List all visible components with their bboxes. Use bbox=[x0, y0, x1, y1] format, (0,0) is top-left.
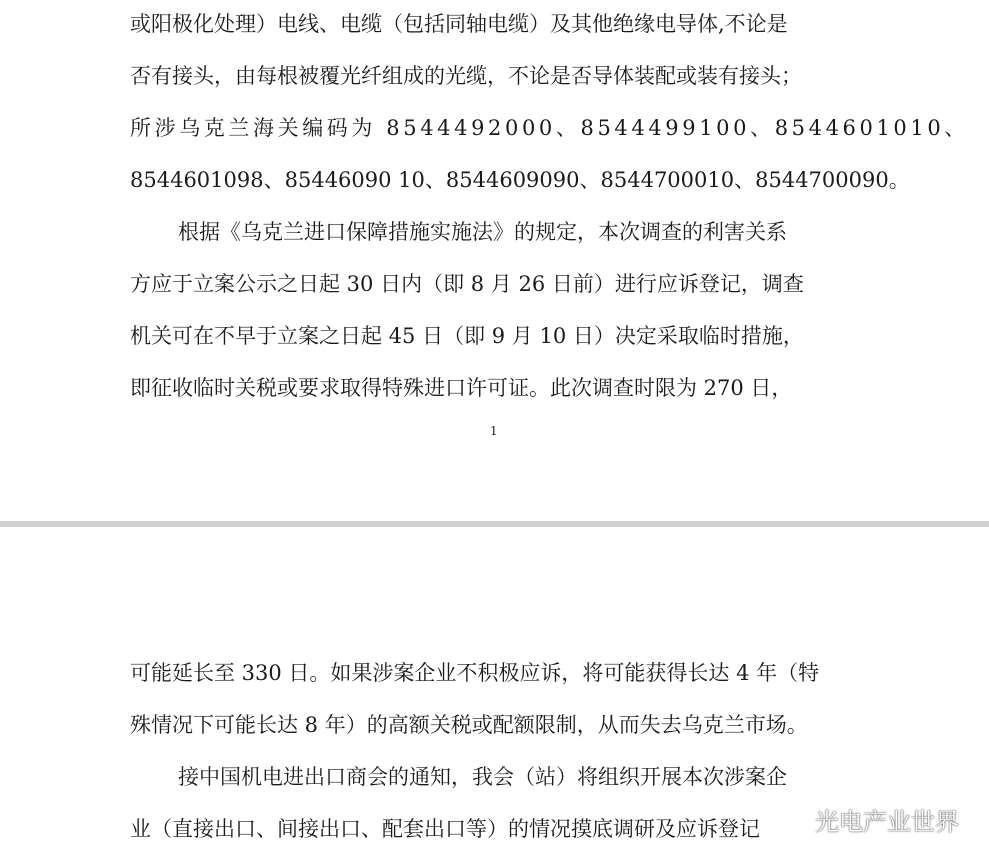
text-line: 或阳极化处理）电线、电缆（包括同轴电缆）及其他绝缘电导体,不论是 bbox=[130, 12, 788, 36]
text-line: 接中国机电进出口商会的通知，我会（站）将组织开展本次涉案企 bbox=[178, 765, 787, 789]
watermark-text: 光电产业世界 bbox=[815, 808, 959, 836]
text-line: 业（直接出口、间接出口、配套出口等）的情况摸底调研及应诉登记 bbox=[130, 817, 760, 841]
text-line: 方应于立案公示之日起 30 日内（即 8 月 26 日前）进行应诉登记，调查 bbox=[130, 272, 804, 296]
watermark bbox=[775, 802, 959, 837]
text-line: 否有接头，由每根被覆光纤组成的光缆，不论是否导体装配或装有接头； bbox=[130, 64, 802, 88]
text-line: 可能延长至 330 日。如果涉案企业不积极应诉，将可能获得长达 4 年（特 bbox=[130, 661, 820, 685]
text-line: 即征收临时关税或要求取得特殊进口许可证。此次调查时限为 270 日， bbox=[130, 376, 793, 400]
page-number: 1 bbox=[490, 424, 498, 438]
text-line: 根据《乌克兰进口保障措施实施法》的规定，本次调查的利害关系 bbox=[178, 220, 787, 244]
text-line: 殊情况下可能长达 8 年）的高额关税或配额限制，从而失去乌克兰市场。 bbox=[130, 713, 808, 737]
text-line: 机关可在不早于立案之日起 45 日（即 9 月 10 日）决定采取临时措施， bbox=[130, 324, 804, 348]
text-line: 8544601098、85446090 10、8544609090、8544700010、8544700090。 bbox=[130, 168, 910, 192]
text-line: 所涉乌克兰海关编码为 8544492000、8544499100、8544601010、 bbox=[130, 116, 969, 140]
wechat-icon bbox=[775, 806, 809, 834]
